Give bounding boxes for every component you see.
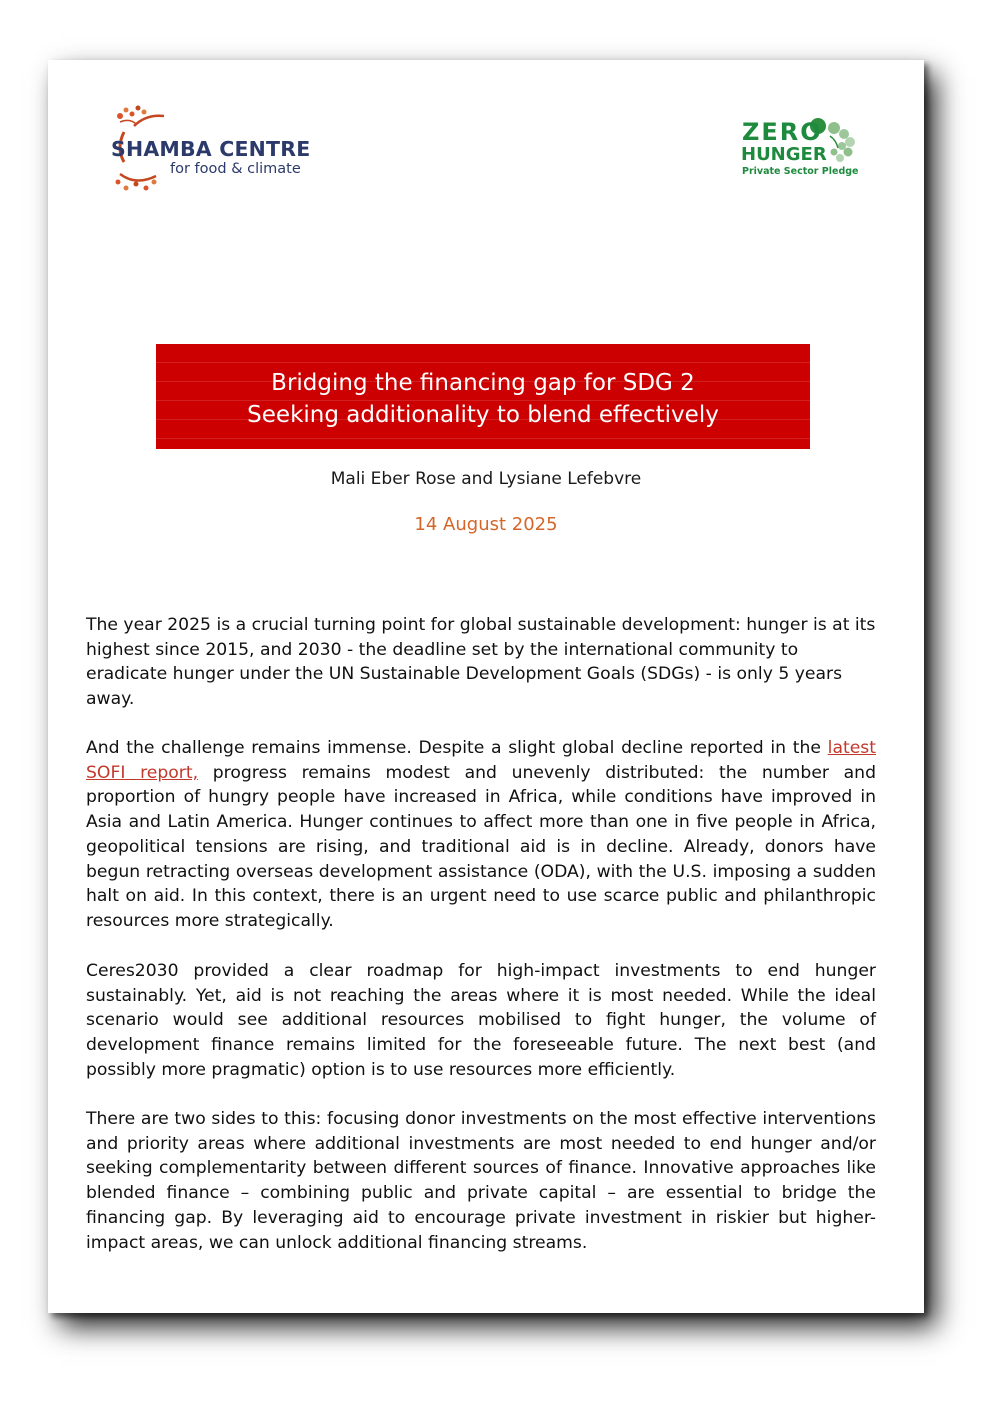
zero-hunger-line3: Private Sector Pledge	[742, 166, 859, 177]
paragraph-2-intro: And the challenge remains immense. Despite a slight global decline reported in the	[86, 738, 828, 758]
paragraph-1: The year 2025 is a crucial turning point for global sustainable development: hunger is at its highest since 2015, and 2030 - the deadline set by the international community to eradicate hunger under the UN Sustainable Development Goals (SDGs) - is only 5 years away.	[86, 615, 876, 710]
paragraph-4: There are two sides to this: focusing donor investments on the most effective interventions and priority areas where additional investments are most needed to end hunger and/or seeking complementarity between different sources of finance. Innovative approaches like blended finance – combining public and private capital – are essential to bridge the financing gap. By leveraging aid to encourage private investment in riskier but higher-impact areas, we can unlock additional financing streams.	[86, 1109, 876, 1253]
zero-hunger-line1: ZERO	[742, 118, 823, 146]
publication-date: 14 August 2025	[414, 514, 558, 535]
paragraph-3: Ceres2030 provided a clear roadmap for high-impact investments to end hunger sustainably. Yet, aid is not reaching the areas where it is most needed. While the ideal scenario would see additional resources mobilised to fight hunger, the volume of development finance remains limited for the foreseeable future. The next best (and possibly more pragmatic) option is to use resources more efficiently.	[86, 961, 876, 1080]
authors: Mali Eber Rose and Lysiane Lefebvre	[330, 469, 642, 489]
paragraph-2-rest: progress remains modest and unevenly distributed: the number and proportion of hungry people have increased in Africa, while conditions have improved in Asia and Latin America. Hunger continues to affect more than one in five people in Africa, geopolitical tensions are rising, and traditional aid is in decline. Already, donors have begun retracting overseas development assistance (ODA), with the U.S. imposing a sudden halt on aid. In this context, there is an urgent need to use scarce public and philanthropic resources more strategically.	[86, 762, 876, 931]
title-line-2: Seeking additionality to blend effectively	[247, 402, 719, 428]
paragraph-2	[86, 736, 876, 934]
document-page	[48, 60, 924, 1313]
shamba-logo-name: SHAMBA CENTRE	[111, 137, 311, 161]
sofi-report-link[interactable]: latest SOFI report,	[86, 738, 876, 783]
zero-hunger-line2: HUNGER	[741, 144, 827, 165]
shamba-logo-tagline: for food & climate	[170, 161, 301, 177]
title-line-1: Bridging the financing gap for SDG 2	[271, 370, 695, 396]
title-banner	[156, 344, 810, 449]
